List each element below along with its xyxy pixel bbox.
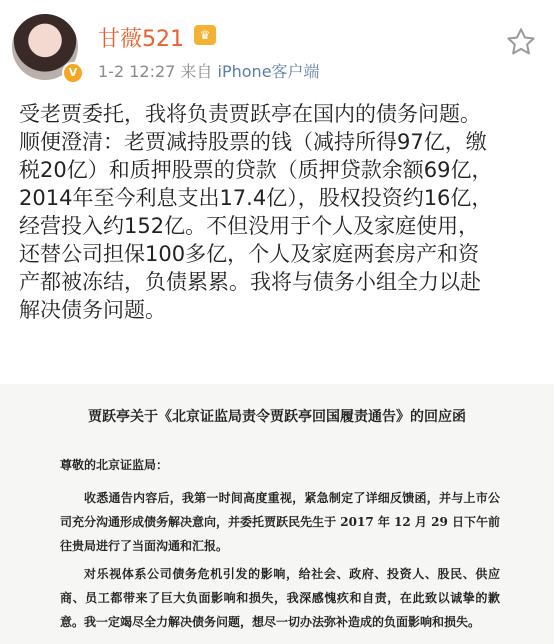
vip-crown-icon[interactable]: ♛ xyxy=(194,25,216,45)
post-text xyxy=(19,100,541,324)
username[interactable]: 甘薇521 xyxy=(98,27,184,52)
source-client[interactable]: iPhone客户端 xyxy=(217,62,320,81)
post-line: 顺便澄清：老贾减持股票的钱（减持所得97亿，缴 xyxy=(19,130,487,154)
document-title: 贾跃亭关于《北京证监局责令贾跃亭回国履责通告》的回应函 xyxy=(88,409,466,425)
document-body xyxy=(60,486,500,638)
document-paragraph: 对乐视体系公司债务危机引发的影响，给社会、政府、投资人、股民、供应商、员工都带来了巨大负面影响和损失，我深感愧疚和自责，在此致以诚挚的歉意。我一定竭尽全力解决债务问题，想尽一切办法弥补造成的负面影响和损失。 xyxy=(60,567,500,629)
document-paragraph: 收悉通告内容后，我第一时间高度重视，紧急制定了详细反馈函，并与上市公司充分沟通形成债务解决意向，并委托贾跃民先生于 2017 年 12 月 29 日下午前往贵局进行了当面沟通和汇报。 xyxy=(60,491,500,553)
verified-badge-icon: V xyxy=(62,62,84,84)
document-salutation: 尊敬的北京证监局： xyxy=(60,458,169,472)
post-line: 受老贾委托，我将负责贾跃亭在国内的债务问题。 xyxy=(19,102,481,126)
post-line: 产都被冻结，负债累累。我将与债务小组全力以赴 xyxy=(19,270,481,294)
post-line: 解决债务问题。 xyxy=(19,298,166,322)
star-icon[interactable] xyxy=(505,26,537,58)
post-line: 经营投入约152亿。不但没用于个人及家庭使用， xyxy=(19,214,480,238)
post-line: 税20亿）和质押股票的贷款（质押贷款余额69亿， xyxy=(19,158,493,182)
post-line: 2014年至今利息支出17.4亿），股权投资约16亿， xyxy=(19,186,493,210)
post-timestamp: 1-2 12:27 xyxy=(98,62,176,81)
source-prefix: 来自 xyxy=(180,62,213,81)
post-header xyxy=(0,0,554,95)
attached-document-image[interactable] xyxy=(0,384,554,644)
post-meta xyxy=(98,59,320,82)
post-line: 还替公司担保100多亿，个人及家庭两套房产和资 xyxy=(19,242,480,266)
